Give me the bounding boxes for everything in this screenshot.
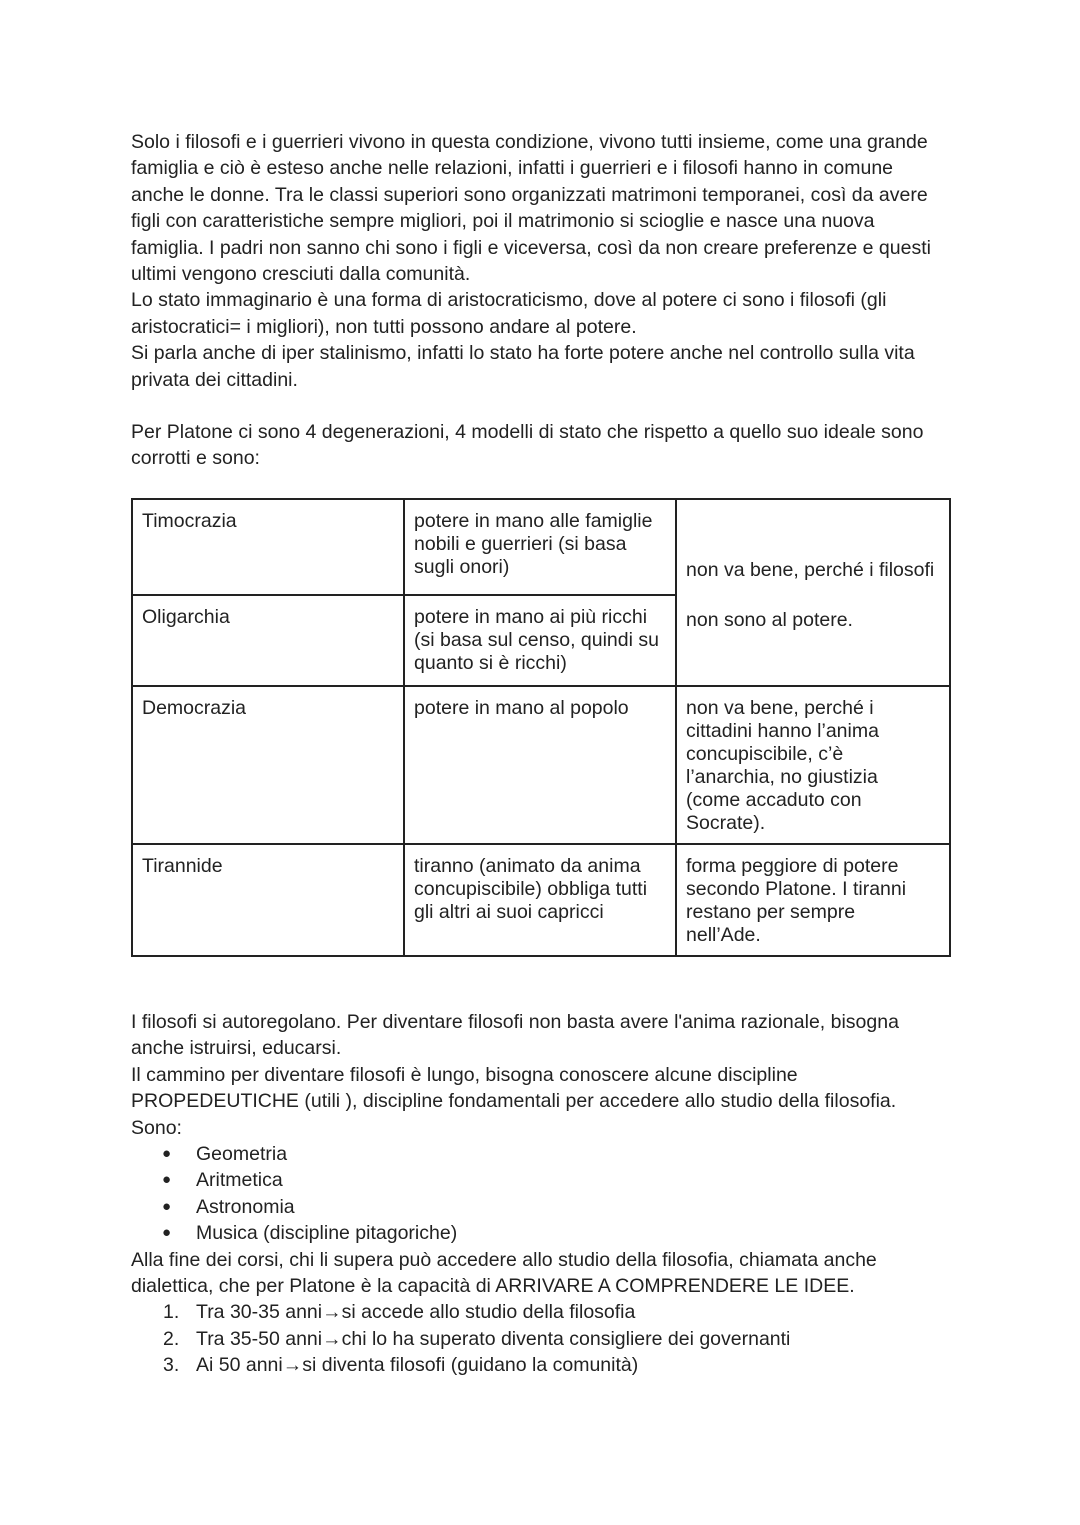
text-line: dialettica, che per Platone è la capacità di ARRIVARE A COMPRENDERE LE IDEE. [131, 1274, 855, 1297]
list-number: 1. [163, 1301, 180, 1324]
state-judgement-cell: non va bene, perché i filosofi non sono al potere. [676, 499, 950, 686]
dialectic-paragraph [131, 1247, 951, 1300]
stages-list [131, 1299, 951, 1378]
text-line: anche istruirsi, educarsi. [131, 1037, 342, 1060]
list-item: ● Geometria [131, 1141, 951, 1167]
text-line: ultimi vengono cresciuti dalla comunità. [131, 263, 471, 286]
text-line: corrotti e sono: [131, 447, 260, 470]
text-line: aristocratici= i migliori), non tutti possono andare al potere. [131, 315, 637, 338]
state-description-cell: tiranno (animato da anima concupiscibile) obbliga tutti gli altri ai suoi capricci [404, 844, 676, 956]
text-line: Per Platone ci sono 4 degenerazioni, 4 modelli di stato che rispetto a quello suo ideale sono [131, 421, 924, 444]
table-row [132, 844, 950, 956]
document-page [131, 129, 951, 1379]
list-item [131, 1299, 951, 1325]
degenerations-intro [131, 419, 951, 472]
text-line: Il cammino per diventare filosofi è lungo, bisogna conoscere alcune discipline [131, 1063, 798, 1086]
state-name-cell: Timocrazia [132, 499, 404, 595]
list-text: Ai 50 anni→si diventa filosofi (guidano la comunità) [196, 1354, 639, 1377]
list-item [131, 1326, 951, 1352]
text-line: famiglia e ciò è esteso anche nelle relazioni, infatti i guerrieri e i filosofi hanno in comune [131, 157, 894, 180]
state-name-cell: Democrazia [132, 686, 404, 844]
text-line: figli con caratteristiche sempre migliori, poi il matrimonio si scioglie e nasce una nuova [131, 210, 875, 233]
text-line: Solo i filosofi e i guerrieri vivono in questa condizione, vivono tutti insieme, come una grande [131, 131, 928, 153]
text-line: Alla fine dei corsi, chi li supera può accedere allo studio della filosofia, chiamata anche [131, 1248, 877, 1271]
table-row [132, 499, 950, 595]
state-judgement-cell: forma peggiore di potere secondo Platone. I tiranni restano per sempre nell’Ade. [676, 844, 950, 956]
list-item: ● Aritmetica [131, 1167, 951, 1193]
state-description-cell: potere in mano al popolo [404, 686, 676, 844]
list-item: ● Musica (discipline pitagoriche) [131, 1220, 951, 1246]
table-row [132, 686, 950, 844]
text-line: Sono: [131, 1116, 182, 1139]
text-line: Lo stato immaginario è una forma di aristocraticismo, dove al potere ci sono i filosofi (gli [131, 289, 887, 312]
text-line: anche le donne. Tra le classi superiori sono organizzati matrimoni temporanei, così da avere [131, 183, 928, 206]
education-paragraph [131, 1009, 951, 1141]
text-line: famiglia. I padri non sanno chi sono i figli e viceversa, così da non creare preferenze e questi [131, 236, 931, 259]
disciplines-list [131, 1141, 951, 1247]
list-item: ● Astronomia [131, 1194, 951, 1220]
state-name-cell: Oligarchia [132, 595, 404, 686]
list-text: Tra 35-50 anni→chi lo ha superato diventa consigliere dei governanti [196, 1327, 791, 1350]
list-number: 2. [163, 1327, 180, 1350]
state-judgement-cell: non va bene, perché i cittadini hanno l’anima concupiscibile, c’è l’anarchia, no giustizia (come accaduto con Socrate). [676, 686, 950, 844]
state-name-cell: Tirannide [132, 844, 404, 956]
text-line: PROPEDEUTICHE (utili ), discipline fondamentali per accedere allo studio della filosofia. [131, 1090, 897, 1113]
intro-paragraph [131, 129, 951, 393]
list-text: Tra 30-35 anni→si accede allo studio della filosofia [196, 1301, 636, 1324]
text-line: I filosofi si autoregolano. Per diventare filosofi non basta avere l'anima razionale, bisogna [131, 1010, 899, 1033]
state-description-cell: potere in mano alle famiglie nobili e guerrieri (si basa sugli onori) [404, 499, 676, 595]
text-line: Si parla anche di iper stalinismo, infatti lo stato ha forte potere anche nel controllo sulla vita [131, 342, 915, 365]
degenerations-table [131, 498, 951, 957]
state-description-cell: potere in mano ai più ricchi (si basa sul censo, quindi su quanto si è ricchi) [404, 595, 676, 686]
text-line: privata dei cittadini. [131, 368, 298, 391]
list-number: 3. [163, 1354, 180, 1377]
list-item [131, 1352, 951, 1378]
